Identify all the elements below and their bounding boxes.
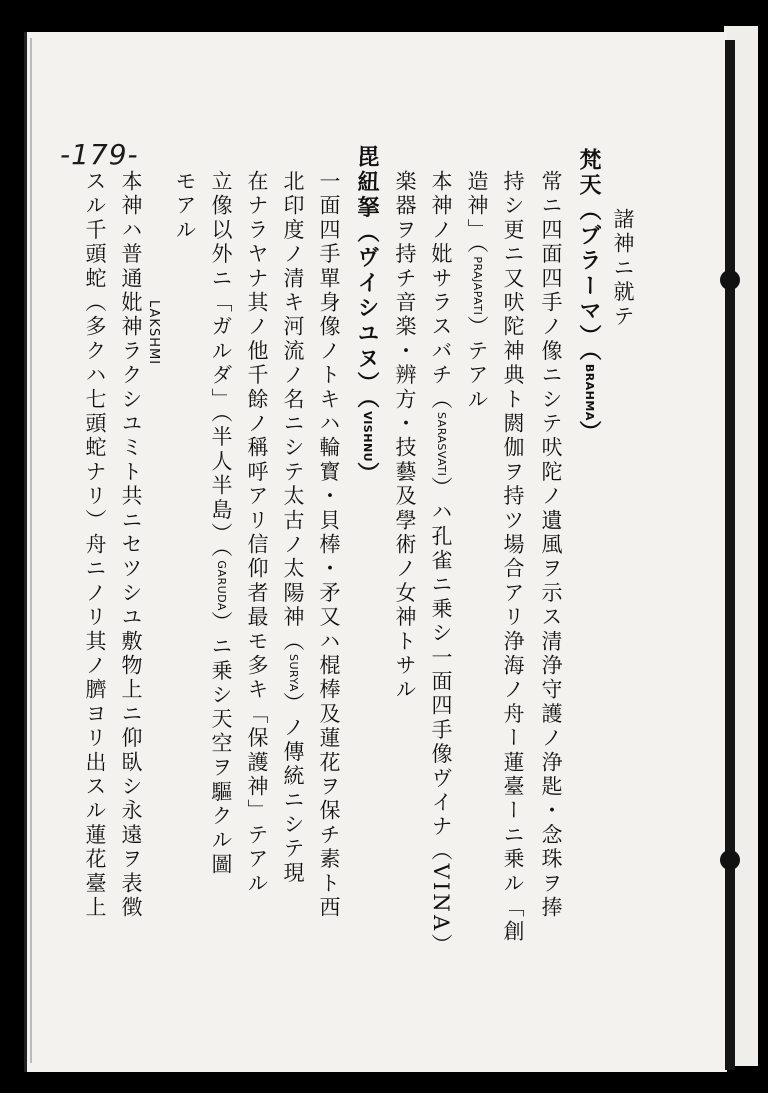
deity-heading-brahma: 梵天（ブラーマ）（BRAHMA） <box>576 148 602 447</box>
text-column: モアル <box>173 170 197 243</box>
binding-ring <box>720 850 740 870</box>
page-edge-shadow <box>30 38 32 1063</box>
binding-ring <box>720 270 740 290</box>
text-column: 立像以外ニ「ガルダ」（半人半島）（GARUDA）ニ乗シ天空ヲ驅クル圖 <box>209 170 233 878</box>
text-column: 常ニ四面四手ノ像ニシテ吠陀ノ遺風ヲ示ス清浄守護ノ浄匙・念珠ヲ捧 <box>539 170 563 921</box>
page-number: -179- <box>60 138 139 171</box>
deity-heading-vishnu: 毘紐拏（ヴイシユヌ）（VISHNU） <box>354 145 380 488</box>
text-column: 在ナラヤナ其ノ他千餘ノ稱呼アリ信仰者最モ多キ「保護神」テアル <box>245 170 269 896</box>
text-column: スル千頭蛇（多クハ七頭蛇ナリ）舟ニノリ其ノ臍ヨリ出スル蓮花臺上 <box>83 170 107 921</box>
text-column: 造神」（PRAJAPATI）テアル <box>465 170 489 413</box>
text-column: 本神ノ妣サラスバチ（SARASVATI）ハ孔雀ニ乗シ一面四手像ヴイナ（VINA） <box>429 170 453 958</box>
text-column: 本神ハ普通妣神ラクシユミト共ニセツシユ敷物上ニ仰臥シ永遠ヲ表徴 <box>119 170 143 921</box>
handwritten-note: LAKSHMI <box>146 300 161 366</box>
text-column: 持シ更ニ又吠陀神典ト閼伽ヲ持ツ場合アリ浄海ノ舟ー蓮臺ーニ乗ル「創 <box>501 170 525 945</box>
text-column: 一面四手單身像ノトキハ輪寳・貝棒・矛又ハ棍棒及蓮花ヲ保チ素ト西 <box>317 170 341 921</box>
text-column: 北印度ノ清キ河流ノ名ニシテ太古ノ太陽神（SURYA）ノ傳統ニシテ現 <box>281 170 305 886</box>
text-column: 楽器ヲ持チ音楽・辨方・技藝及學術ノ女神トサル <box>393 170 417 703</box>
binding-spine <box>725 40 735 1070</box>
section-heading: 諸神ニ就テ <box>611 208 635 329</box>
